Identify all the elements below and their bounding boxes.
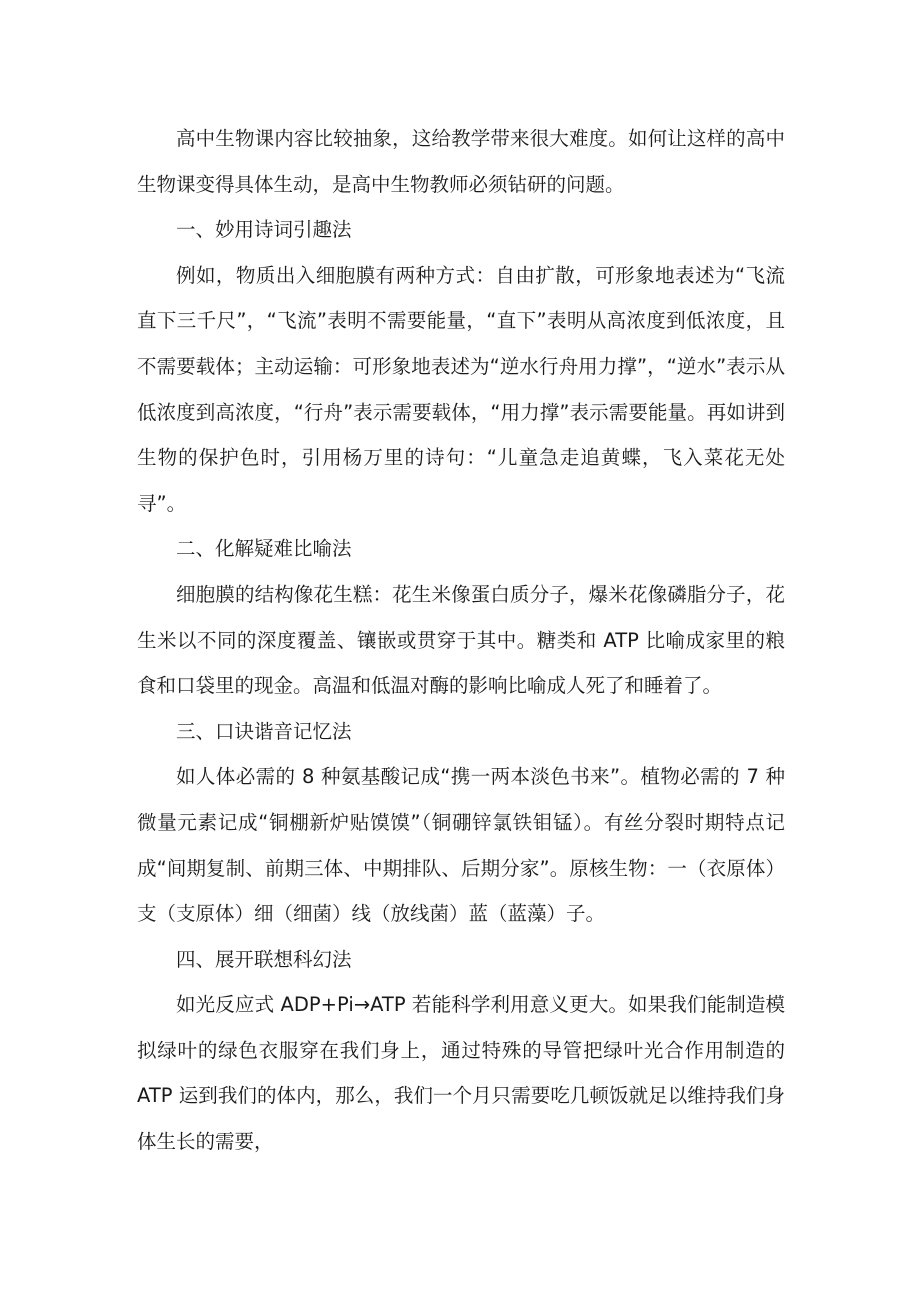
section-1-paragraph: 例如，物质出入细胞膜有两种方式：自由扩散，可形象地表述为“飞流直下三千尺”，“飞流”表明不需要能量，“直下”表明从高浓度到低浓度，且不需要载体；主动运输：可形象地表述为“逆水行舟用力撑”，“逆水”表示从低浓度到高浓度，“行舟”表示需要载体，“用力撑”表示需要能量。再如讲到生物的保护色时，引用杨万里的诗句：“儿童急走追黄蝶，飞入菜花无处寻”。 [137,263,785,515]
section-heading-4: 四、展开联想科幻法 [176,947,352,971]
section-3-paragraph: 如人体必需的 8 种氨基酸记成“携一两本淡色书来”。植物必需的 7 种微量元素记成“铜棚新炉贴馍馍”（铜硼锌氯铁钼锰）。有丝分裂时期特点记成“间期复制、前期三体、中期排队、后期分家”。原核生物：一（衣原体）支（支原体）细（细菌）线（放线菌）蓝（蓝藻）子。 [137,765,785,926]
document-body [137,116,785,1165]
section-heading-1: 一、妙用诗词引趣法 [176,218,352,242]
section-heading-2: 二、化解疑难比喻法 [176,537,352,561]
section-heading-3: 三、口诀谐音记忆法 [176,719,352,743]
section-4-paragraph: 如光反应式 ADP+Pi→ATP 若能科学利用意义更大。如果我们能制造模拟绿叶的绿色衣服穿在我们身上，通过特殊的导管把绿叶光合作用制造的 ATP 运到我们的体内，那么，我们一个月只需要吃几顿饭就足以维持我们身体生长的需要， [137,993,785,1154]
section-2-paragraph: 细胞膜的结构像花生糕：花生米像蛋白质分子，爆米花像磷脂分子，花生米以不同的深度覆盖、镶嵌或贯穿于其中。糖类和 ATP 比喻成家里的粮食和口袋里的现金。高温和低温对酶的影响比喻成人死了和睡着了。 [137,582,785,698]
intro-paragraph: 高中生物课内容比较抽象，这给教学带来很大难度。如何让这样的高中生物课变得具体生动，是高中生物教师必须钻研的问题。 [137,127,785,196]
